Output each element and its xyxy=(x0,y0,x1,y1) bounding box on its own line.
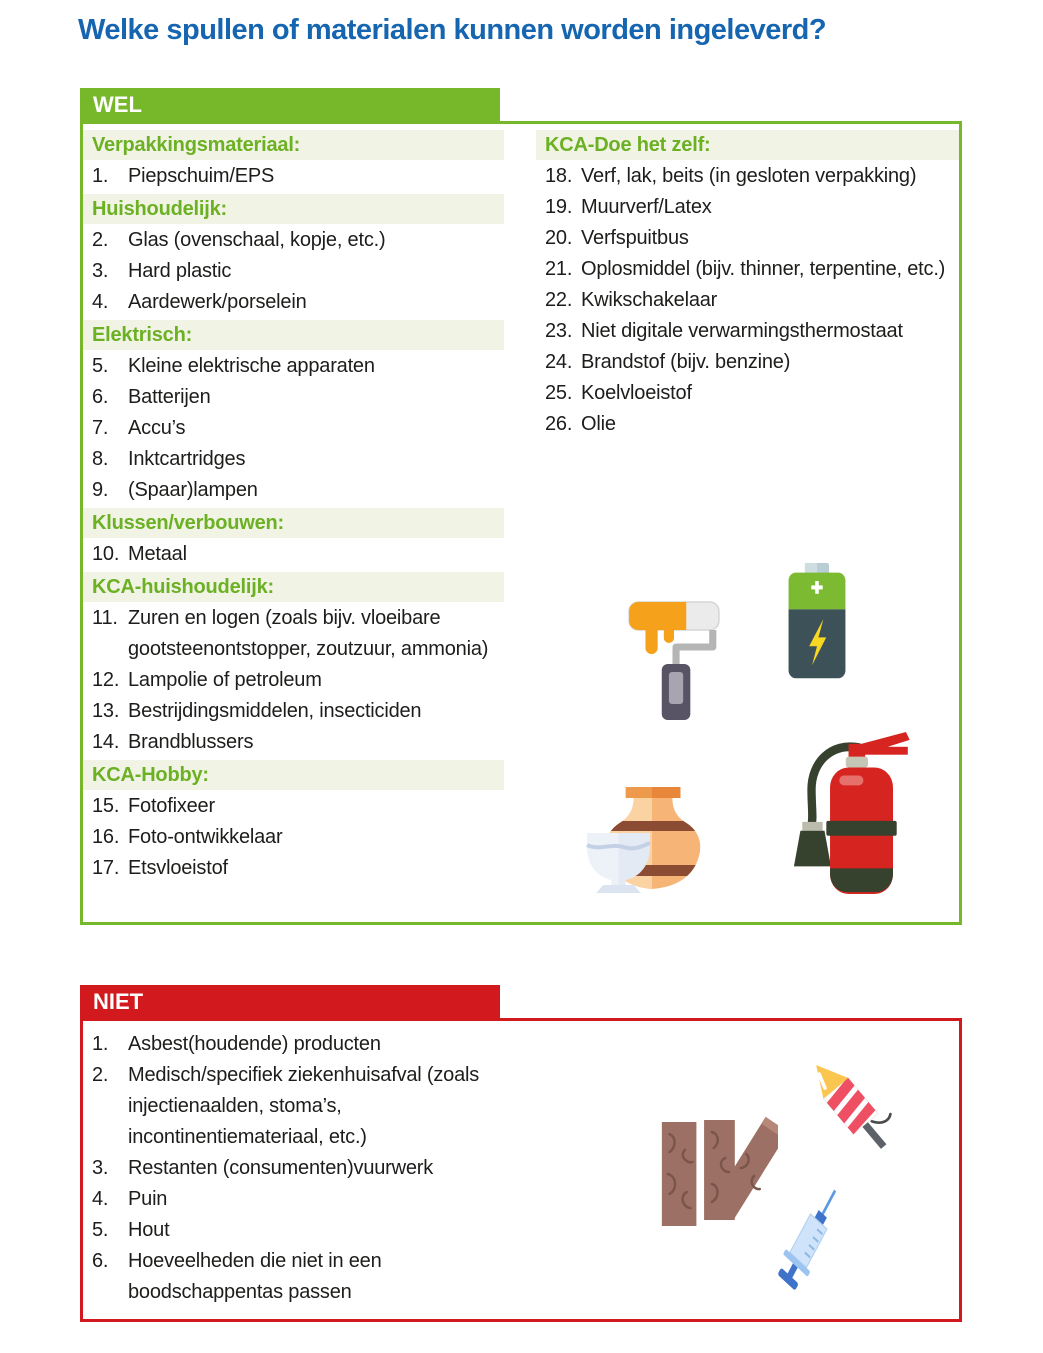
item-number: 5. xyxy=(92,1219,109,1241)
wel-section xyxy=(80,121,962,925)
item-number: 4. xyxy=(92,291,109,313)
niet-header: NIET xyxy=(80,985,500,1018)
item-text: Restanten (consumenten)vuurwerk xyxy=(128,1157,434,1179)
category-header-kca-huishoudelijk: KCA-huishoudelijk: xyxy=(83,572,504,602)
wel-header: WEL xyxy=(80,88,500,121)
item-text: Verf, lak, beits (in gesloten verpakking) xyxy=(581,165,917,187)
wel-left-column xyxy=(83,128,504,884)
item-number: 21. xyxy=(545,258,573,280)
item-number: 23. xyxy=(545,320,573,342)
category-header-kca-hobby: KCA-Hobby: xyxy=(83,760,504,790)
list-item xyxy=(83,287,504,318)
list-item xyxy=(83,791,504,822)
item-text: Zuren en logen (zoals bijv. vloeibare gootsteenontstopper, zoutzuur, ammonia) xyxy=(128,607,489,660)
list-item xyxy=(83,413,504,444)
list-item xyxy=(536,161,959,192)
item-text: Niet digitale verwarmingsthermostaat xyxy=(581,320,903,342)
category-header-kca-doe-het-zelf: KCA-Doe het zelf: xyxy=(536,130,959,160)
item-number: 8. xyxy=(92,448,109,470)
item-text: Koelvloeistof xyxy=(581,382,692,404)
list-item xyxy=(536,347,959,378)
list-item xyxy=(83,822,504,853)
list-item xyxy=(536,285,959,316)
list-item xyxy=(536,192,959,223)
item-number: 1. xyxy=(92,1033,109,1055)
item-text: Lampolie of petroleum xyxy=(128,669,322,691)
vase-icon xyxy=(585,785,717,897)
list-item xyxy=(83,1246,504,1308)
list-item xyxy=(83,603,504,665)
item-text: Metaal xyxy=(128,543,187,565)
paint-roller-icon xyxy=(623,592,725,722)
item-text: Bestrijdingsmiddelen, insecticiden xyxy=(128,700,422,722)
list-item xyxy=(536,378,959,409)
list-item xyxy=(83,256,504,287)
item-text: Verfspuitbus xyxy=(581,227,689,249)
item-text: Brandblussers xyxy=(128,731,254,753)
item-text: Puin xyxy=(128,1188,168,1210)
list-item xyxy=(83,225,504,256)
item-text: (Spaar)lampen xyxy=(128,479,258,501)
list-item xyxy=(536,316,959,347)
item-text: Etsvloeistof xyxy=(128,857,228,879)
list-item xyxy=(83,696,504,727)
item-text: Piepschuim/EPS xyxy=(128,165,275,187)
item-number: 9. xyxy=(92,479,109,501)
list-item xyxy=(83,161,504,192)
item-number: 26. xyxy=(545,413,573,435)
list-item xyxy=(536,254,959,285)
list-item xyxy=(83,853,504,884)
item-number: 24. xyxy=(545,351,573,373)
list-item xyxy=(83,1060,504,1153)
item-number: 6. xyxy=(92,386,109,408)
item-text: Brandstof (bijv. benzine) xyxy=(581,351,791,373)
item-text: Kwikschakelaar xyxy=(581,289,718,311)
list-item xyxy=(83,1184,504,1215)
item-number: 16. xyxy=(92,826,120,848)
item-text: Batterijen xyxy=(128,386,211,408)
item-number: 2. xyxy=(92,229,109,251)
item-number: 5. xyxy=(92,355,109,377)
item-number: 2. xyxy=(92,1064,109,1086)
item-number: 15. xyxy=(92,795,120,817)
item-text: Asbest(houdende) producten xyxy=(128,1033,381,1055)
battery-icon xyxy=(785,563,849,683)
list-item xyxy=(83,665,504,696)
item-number: 6. xyxy=(92,1250,109,1272)
item-number: 12. xyxy=(92,669,120,691)
item-text: Accu’s xyxy=(128,417,186,439)
item-text: Olie xyxy=(581,413,616,435)
list-item xyxy=(83,382,504,413)
item-text: Medisch/specifiek ziekenhuisafval (zoals injectienaalden, stoma’s, incontinentiemateriaal, etc.) xyxy=(128,1064,480,1148)
niet-column xyxy=(83,1029,504,1308)
list-item xyxy=(83,539,504,570)
list-item xyxy=(83,475,504,506)
item-number: 13. xyxy=(92,700,120,722)
item-text: Hard plastic xyxy=(128,260,232,282)
category-header-huishoudelijk: Huishoudelijk: xyxy=(83,194,504,224)
niet-section xyxy=(80,1018,962,1322)
item-number: 25. xyxy=(545,382,573,404)
item-number: 18. xyxy=(545,165,573,187)
wood-icon xyxy=(658,1114,778,1234)
item-text: Oplosmiddel (bijv. thinner, terpentine, etc.) xyxy=(581,258,946,280)
list-item xyxy=(83,444,504,475)
list-item xyxy=(536,223,959,254)
page-title: Welke spullen of materialen kunnen worden ingeleverd? xyxy=(78,14,827,46)
item-number: 11. xyxy=(92,607,118,629)
list-item xyxy=(83,727,504,758)
category-header-verpakkingsmateriaal: Verpakkingsmateriaal: xyxy=(83,130,504,160)
list-item xyxy=(83,351,504,382)
item-number: 17. xyxy=(92,857,120,879)
list-item xyxy=(83,1029,504,1060)
category-header-elektrisch: Elektrisch: xyxy=(83,320,504,350)
item-number: 10. xyxy=(92,543,120,565)
item-number: 14. xyxy=(92,731,120,753)
list-item xyxy=(83,1215,504,1246)
item-text: Hoeveelheden die niet in een boodschappentas passen xyxy=(128,1250,382,1303)
item-number: 3. xyxy=(92,260,109,282)
list-item xyxy=(536,409,959,440)
item-text: Hout xyxy=(128,1219,170,1241)
item-text: Kleine elektrische apparaten xyxy=(128,355,375,377)
list-item xyxy=(83,1153,504,1184)
item-text: Inktcartridges xyxy=(128,448,246,470)
wel-right-column xyxy=(536,128,959,440)
item-number: 7. xyxy=(92,417,109,439)
syringe-icon xyxy=(776,1180,844,1298)
item-text: Muurverf/Latex xyxy=(581,196,712,218)
category-header-klussen-verbouwen: Klussen/verbouwen: xyxy=(83,508,504,538)
item-text: Aardewerk/porselein xyxy=(128,291,307,313)
item-number: 1. xyxy=(92,165,109,187)
item-text: Glas (ovenschaal, kopje, etc.) xyxy=(128,229,386,251)
firework-rocket-icon xyxy=(798,1052,906,1164)
item-text: Fotofixeer xyxy=(128,795,215,817)
item-number: 22. xyxy=(545,289,573,311)
item-number: 20. xyxy=(545,227,573,249)
item-number: 19. xyxy=(545,196,573,218)
item-text: Foto-ontwikkelaar xyxy=(128,826,283,848)
item-number: 4. xyxy=(92,1188,109,1210)
fire-extinguisher-icon xyxy=(793,730,918,898)
item-number: 3. xyxy=(92,1157,109,1179)
